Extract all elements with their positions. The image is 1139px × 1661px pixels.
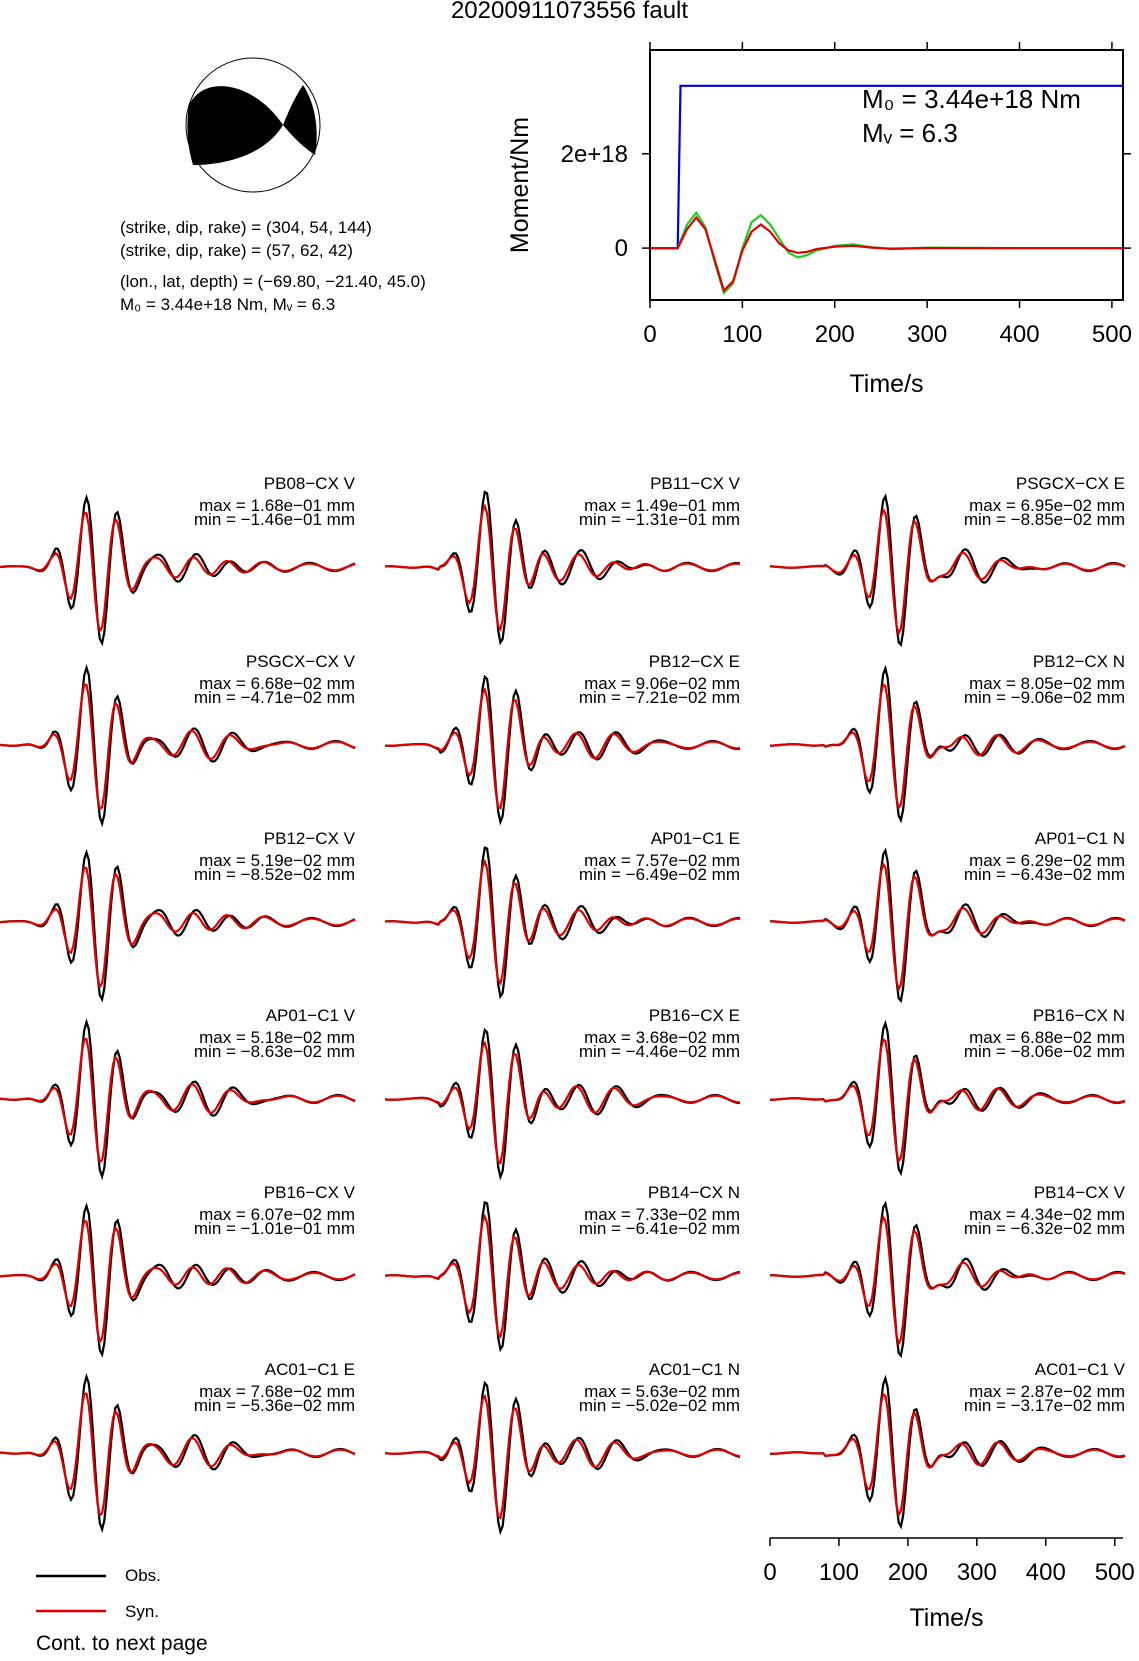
station-max: max = 6.07e−02 mm bbox=[199, 1205, 355, 1224]
station-name: PB12−CX N bbox=[1032, 652, 1125, 671]
moment-y-tick-label: 2e+18 bbox=[560, 140, 628, 168]
moment-x-tick-label: 300 bbox=[907, 321, 948, 348]
station-min: min = −6.49e−02 mm bbox=[578, 865, 740, 884]
station-name: PB14−CX N bbox=[647, 1183, 740, 1202]
moment-x-tick-label: 400 bbox=[999, 321, 1040, 348]
station-name: PB14−CX V bbox=[1033, 1183, 1125, 1202]
station-max: max = 5.63e−02 mm bbox=[584, 1382, 740, 1401]
continuation-note: Cont. to next page bbox=[36, 1632, 208, 1655]
station-name: AP01−C1 E bbox=[650, 829, 740, 848]
station-name: AP01−C1 V bbox=[265, 1006, 355, 1025]
station-max: max = 7.68e−02 mm bbox=[199, 1382, 355, 1401]
station-min: min = −4.46e−02 mm bbox=[578, 1042, 740, 1061]
station-max: max = 5.19e−02 mm bbox=[199, 851, 355, 870]
time-axis-tick-label: 500 bbox=[1094, 1559, 1135, 1586]
time-axis-tick-label: 400 bbox=[1025, 1559, 1066, 1586]
synthetic-trace bbox=[0, 510, 355, 631]
station-max: max = 2.87e−02 mm bbox=[969, 1382, 1125, 1401]
station-max: max = 9.06e−02 mm bbox=[584, 674, 740, 693]
station-name: AP01−C1 N bbox=[1034, 829, 1125, 848]
station-name: PB11−CX V bbox=[650, 474, 740, 493]
synthetic-trace bbox=[385, 690, 740, 809]
station-name: PB08−CX V bbox=[263, 474, 355, 493]
station-min: min = −3.17e−02 mm bbox=[963, 1396, 1125, 1415]
station-min: min = −8.85e−02 mm bbox=[963, 510, 1125, 529]
station-min: min = −4.71e−02 mm bbox=[193, 688, 355, 707]
station-max: max = 7.33e−02 mm bbox=[584, 1205, 740, 1224]
station-name: AC01−C1 V bbox=[1034, 1360, 1125, 1379]
station-min: min = −8.52e−02 mm bbox=[193, 865, 355, 884]
station-max: max = 1.49e−01 mm bbox=[584, 496, 740, 515]
station-max: max = 3.68e−02 mm bbox=[584, 1028, 740, 1047]
station-max: max = 6.88e−02 mm bbox=[969, 1028, 1125, 1047]
station-name: AC01−C1 E bbox=[264, 1360, 355, 1379]
location-line: (lon., lat, depth) = (−69.80, −21.40, 45.0) bbox=[120, 272, 426, 291]
station-name: PB12−CX E bbox=[648, 652, 740, 671]
station-min: min = −7.21e−02 mm bbox=[578, 688, 740, 707]
station-min: min = −1.46e−01 mm bbox=[193, 510, 355, 529]
station-max: max = 5.18e−02 mm bbox=[199, 1028, 355, 1047]
station-max: max = 6.68e−02 mm bbox=[199, 674, 355, 693]
moment-annotation-mw: Mᵥ = 6.3 bbox=[862, 118, 958, 148]
station-min: min = −8.06e−02 mm bbox=[963, 1042, 1125, 1061]
station-max: max = 1.68e−01 mm bbox=[199, 496, 355, 515]
nodal-plane-2: (strike, dip, rake) = (57, 62, 42) bbox=[120, 241, 353, 260]
moment-y-tick-label: 0 bbox=[614, 235, 628, 263]
moment-annotation-m0: M₀ = 3.44e+18 Nm bbox=[862, 84, 1081, 114]
moment-y-axis-label: Moment/Nm bbox=[506, 116, 534, 254]
legend-syn-label: Syn. bbox=[125, 1602, 160, 1621]
station-min: min = −9.06e−02 mm bbox=[963, 688, 1125, 707]
moment-x-tick-label: 500 bbox=[1091, 321, 1132, 348]
station-name: PB12−CX V bbox=[263, 829, 355, 848]
station-max: max = 6.29e−02 mm bbox=[969, 851, 1125, 870]
page-title: 20200911073556 fault bbox=[450, 0, 689, 24]
station-name: PSGCX−CX V bbox=[245, 652, 355, 671]
station-min: min = −6.32e−02 mm bbox=[963, 1219, 1125, 1238]
station-name: PB16−CX V bbox=[263, 1183, 355, 1202]
moment-x-axis-label: Time/s bbox=[849, 370, 924, 398]
time-axis-tick-label: 300 bbox=[956, 1559, 997, 1586]
station-max: max = 4.34e−02 mm bbox=[969, 1205, 1125, 1224]
station-max: max = 6.95e−02 mm bbox=[969, 496, 1125, 515]
legend-obs-label: Obs. bbox=[125, 1566, 161, 1585]
station-min: min = −6.43e−02 mm bbox=[963, 865, 1125, 884]
station-min: min = −8.63e−02 mm bbox=[193, 1042, 355, 1061]
station-min: min = −1.31e−01 mm bbox=[578, 510, 740, 529]
station-min: min = −1.01e−01 mm bbox=[193, 1219, 355, 1238]
nodal-plane-1: (strike, dip, rake) = (304, 54, 144) bbox=[120, 218, 372, 237]
station-min: min = −5.36e−02 mm bbox=[193, 1396, 355, 1415]
moment-line: M₀ = 3.44e+18 Nm, Mᵥ = 6.3 bbox=[120, 295, 336, 314]
station-max: max = 8.05e−02 mm bbox=[969, 674, 1125, 693]
station-max: max = 7.57e−02 mm bbox=[584, 851, 740, 870]
synthetic-trace bbox=[0, 1221, 355, 1342]
station-name: PSGCX−CX E bbox=[1015, 474, 1125, 493]
station-name: AC01−C1 N bbox=[648, 1360, 740, 1379]
station-min: min = −6.41e−02 mm bbox=[578, 1219, 740, 1238]
station-name: PB16−CX N bbox=[1032, 1006, 1125, 1025]
moment-x-tick-label: 100 bbox=[722, 321, 763, 348]
time-axis-tick-label: 0 bbox=[763, 1559, 777, 1586]
moment-x-tick-label: 0 bbox=[643, 321, 657, 348]
moment-x-tick-label: 200 bbox=[814, 321, 855, 348]
synthetic-trace bbox=[0, 867, 355, 986]
station-min: min = −5.02e−02 mm bbox=[578, 1396, 740, 1415]
station-name: PB16−CX E bbox=[648, 1006, 740, 1025]
time-axis-label: Time/s bbox=[909, 1604, 984, 1632]
time-axis-tick-label: 100 bbox=[818, 1559, 859, 1586]
time-axis-tick-label: 200 bbox=[887, 1559, 928, 1586]
